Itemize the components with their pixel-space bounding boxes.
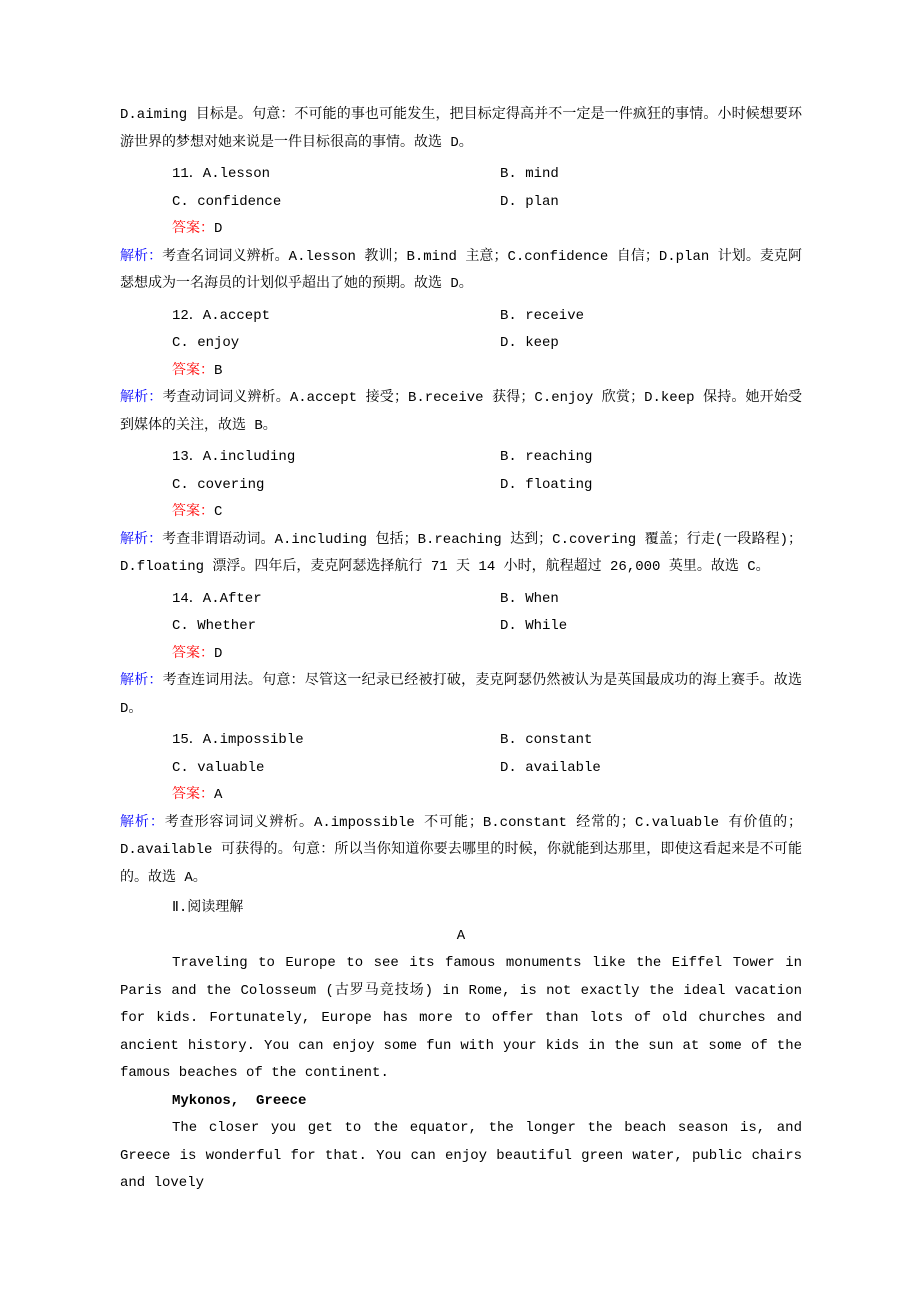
question-block-13 [120,444,802,582]
option-c: C. Whether [172,618,257,634]
option-b: B. reaching [500,449,593,465]
answer-row [120,499,802,527]
questions-list [120,161,802,892]
explanation-text: 考查名词词义辨析。A.lesson 教训；B.mind 主意；C.confidence 自信；D.plan 计划。麦克阿瑟想成为一名海员的计划似乎超出了她的预期。故选 D。 [120,248,802,292]
answer-label: 答案： [172,221,214,237]
answer-label: 答案： [172,787,214,803]
answer-row [120,216,802,244]
option-row-cd [120,189,802,217]
option-a: 13．A.including [172,449,296,465]
option-a: 11．A.lesson [172,166,271,182]
passage-subheading: Mykonos, Greece [172,1092,307,1109]
option-row-ab [120,444,802,472]
option-d: D. keep [500,335,559,351]
option-c: C. enjoy [172,335,240,351]
option-a: 12．A.accept [172,307,271,324]
answer-value: A [214,787,223,803]
explanation-label: 解析： [120,248,163,265]
option-b: B. receive [500,307,585,324]
option-c: C. valuable [172,759,265,776]
answer-value: D [214,645,223,662]
explanation-paragraph [120,527,802,582]
option-row-cd [120,613,802,641]
option-row-cd [120,755,802,783]
question-block-14 [120,586,802,724]
option-b: B. constant [500,732,593,748]
explanation-paragraph [120,668,802,723]
explanation-text: 考查连词用法。句意：尽管这一纪录已经被打破，麦克阿瑟仍然被认为是英国最成功的海上赛手。故选 D。 [120,673,802,717]
option-d: D. plan [500,193,559,210]
answer-value: D [214,221,223,237]
explanation-label: 解析： [120,531,163,548]
section-title: Ⅱ.阅读理解 [172,900,244,916]
option-row-ab [120,586,802,614]
option-d: D. available [500,759,601,776]
option-a: 14．A.After [172,590,262,607]
option-row-cd [120,472,802,500]
explanation-text: 考查形容词词义辨析。A.impossible 不可能；B.constant 经常的；C.valuable 有价值的；D.available 可获得的。句意：所以当你知道你要去哪里的时候，你就能到达那里，即使这看起来是不可能的。故选 A。 [120,814,803,886]
explanation-label: 解析： [120,814,165,831]
passage-label: A [456,927,466,944]
answer-row [120,782,802,810]
question-block-11 [120,161,802,299]
explanation-label: 解析： [120,390,163,406]
explanation-paragraph [120,244,802,299]
question-block-12 [120,303,802,441]
passage-paragraph-2: The closer you get to the equator, the longer the beach season is, and Greece is wonderful for that. You can enjoy beautiful green water, public chairs and lovely [120,1120,802,1191]
option-row-ab [120,161,802,189]
option-d: D. While [500,618,568,634]
answer-row [120,358,802,386]
answer-label: 答案： [172,645,214,662]
option-row-ab [120,303,802,331]
answer-value: B [214,362,223,379]
option-c: C. confidence [172,193,282,210]
explanation-label: 解析： [120,673,163,689]
question-block-15 [120,727,802,892]
option-b: B. mind [500,166,559,182]
answer-value: C [214,504,223,520]
answer-label: 答案： [172,362,214,379]
question-10-explanation-tail: D.aiming 目标是。句意：不可能的事也可能发生，把目标定得高并不一定是一件疯狂的事情。小时候想要环游世界的梦想对她来说是一件目标很高的事情。故选 D。 [120,107,802,151]
option-b: B. When [500,590,559,607]
explanation-text: 考查非谓语动词。A.including 包括；B.reaching 达到；C.covering 覆盖；行走(一段路程)；D.floating 漂浮。四年后，麦克阿瑟选择航行 71 天 14 小时，航程超过 26,000 英里。故选 C。 [120,531,803,575]
option-c: C. covering [172,476,265,493]
explanation-text: 考查动词词义辨析。A.accept 接受；B.receive 获得；C.enjoy 欣赏；D.keep 保持。她开始受到媒体的关注，故选 B。 [120,390,802,434]
answer-row [120,641,802,669]
option-d: D. floating [500,476,593,493]
option-row-ab [120,727,802,755]
explanation-paragraph [120,385,802,440]
option-a: 15．A.impossible [172,732,304,748]
explanation-paragraph [120,810,802,893]
passage-paragraph-1: Traveling to Europe to see its famous monuments like the Eiffel Tower in Paris and the Colosseum (古罗马竞技场) in Rome, is not exactly the ideal vacation for kids. Fortunately, Europe has more to offer than lots of old churches and ancient history. You can enjoy some fun with your kids in the sun at some of the famous beaches of the continent. [120,955,802,1081]
answer-label: 答案： [172,504,214,520]
option-row-cd [120,330,802,358]
